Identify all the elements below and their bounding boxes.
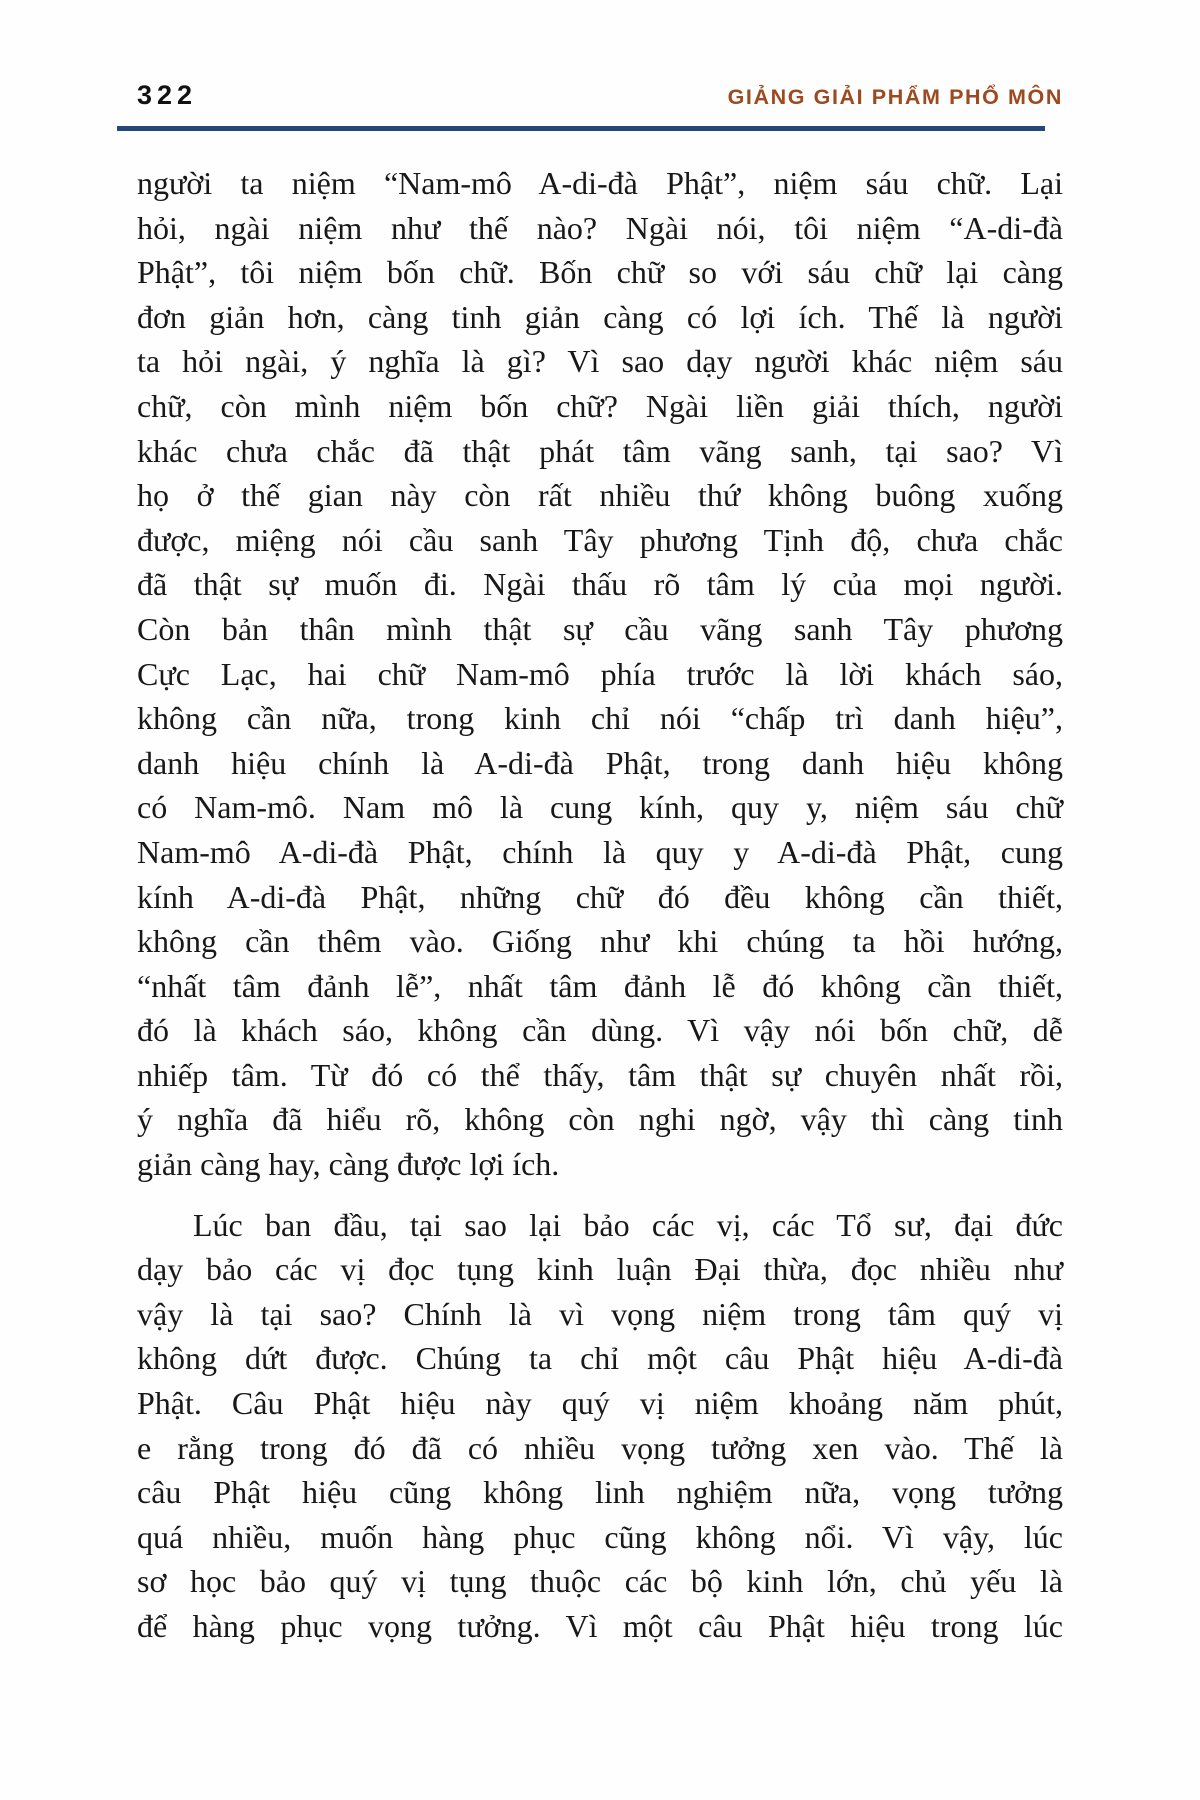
text-line: không cần nữa, trong kinh chỉ nói “chấp trì danh hiệu”, — [137, 700, 1063, 737]
text-line: danh hiệu chính là A-di-đà Phật, trong danh hiệu không — [137, 744, 1063, 781]
text-line: dạy bảo các vị đọc tụng kinh luận Đại thừa, đọc nhiều như — [137, 1251, 1063, 1288]
text-line: Nam-mô A-di-đà Phật, chính là quy y A-di-đà Phật, cung — [137, 833, 1063, 870]
text-line: không dứt được. Chúng ta chỉ một câu Phật hiệu A-di-đà — [137, 1340, 1063, 1377]
page-header — [137, 80, 1063, 111]
text-line: sơ học bảo quý vị tụng thuộc các bộ kinh lớn, chủ yếu là — [137, 1563, 1063, 1600]
text-line: Phật”, tôi niệm bốn chữ. Bốn chữ so với sáu chữ lại càng — [137, 254, 1063, 291]
text-line: đã thật sự muốn đi. Ngài thấu rõ tâm lý của mọi người. — [137, 566, 1063, 603]
body-text — [137, 161, 1063, 1665]
text-line: ta hỏi ngài, ý nghĩa là gì? Vì sao dạy người khác niệm sáu — [137, 343, 1063, 380]
text-line: Lúc ban đầu, tại sao lại bảo các vị, các Tổ sư, đại đức — [193, 1206, 1063, 1243]
text-line: ý nghĩa đã hiểu rõ, không còn nghi ngờ, vậy thì càng tinh — [137, 1101, 1063, 1138]
text-line: đó là khách sáo, không cần dùng. Vì vậy nói bốn chữ, dễ — [137, 1012, 1063, 1049]
text-line: Còn bản thân mình thật sự cầu vãng sanh Tây phương — [137, 610, 1063, 647]
page-number: 322 — [137, 80, 198, 110]
text-line: vậy là tại sao? Chính là vì vọng niệm trong tâm quý vị — [137, 1295, 1063, 1332]
text-line: “nhất tâm đảnh lễ”, nhất tâm đảnh lễ đó không cần thiết, — [137, 967, 1063, 1004]
text-line: để hàng phục vọng tưởng. Vì một câu Phật hiệu trong lúc — [137, 1608, 1063, 1644]
text-line: không cần thêm vào. Giống như khi chúng ta hồi hướng, — [137, 923, 1063, 960]
text-line: Cực Lạc, hai chữ Nam-mô phía trước là lời khách sáo, — [137, 655, 1063, 692]
text-line: đơn giản hơn, càng tinh giản càng có lợi ích. Thế là người — [137, 298, 1063, 335]
text-line: quá nhiều, muốn hàng phục cũng không nổi. Vì vậy, lúc — [137, 1518, 1063, 1555]
text-line: e rằng trong đó đã có nhiều vọng tưởng xen vào. Thế là — [137, 1429, 1063, 1466]
text-line: kính A-di-đà Phật, những chữ đó đều không cần thiết, — [137, 878, 1063, 915]
text-line: được, miệng nói cầu sanh Tây phương Tịnh độ, chưa chắc — [137, 521, 1063, 558]
paragraph — [137, 161, 1063, 1187]
text-line: giản càng hay, càng được lợi ích. — [137, 1146, 560, 1183]
running-title: GIẢNG GIẢI PHẨM PHỔ MÔN — [727, 85, 1063, 109]
text-line: hỏi, ngài niệm như thế nào? Ngài nói, tôi niệm “A-di-đà — [137, 209, 1063, 246]
text-line: nhiếp tâm. Từ đó có thể thấy, tâm thật sự chuyên nhất rồi, — [137, 1056, 1063, 1093]
text-line: người ta niệm “Nam-mô A-di-đà Phật”, niệm sáu chữ. Lại — [137, 165, 1063, 201]
text-line: chữ, còn mình niệm bốn chữ? Ngài liền giải thích, người — [137, 387, 1063, 424]
paragraph — [137, 1203, 1063, 1649]
text-line: họ ở thế gian này còn rất nhiều thứ không buông xuống — [137, 477, 1063, 514]
text-line: có Nam-mô. Nam mô là cung kính, quy y, niệm sáu chữ — [137, 789, 1063, 826]
text-line: câu Phật hiệu cũng không linh nghiệm nữa, vọng tưởng — [137, 1474, 1063, 1511]
header-rule — [117, 126, 1045, 131]
text-line: khác chưa chắc đã thật phát tâm vãng sanh, tại sao? Vì — [137, 432, 1063, 469]
text-line: Phật. Câu Phật hiệu này quý vị niệm khoảng năm phút, — [137, 1385, 1063, 1422]
